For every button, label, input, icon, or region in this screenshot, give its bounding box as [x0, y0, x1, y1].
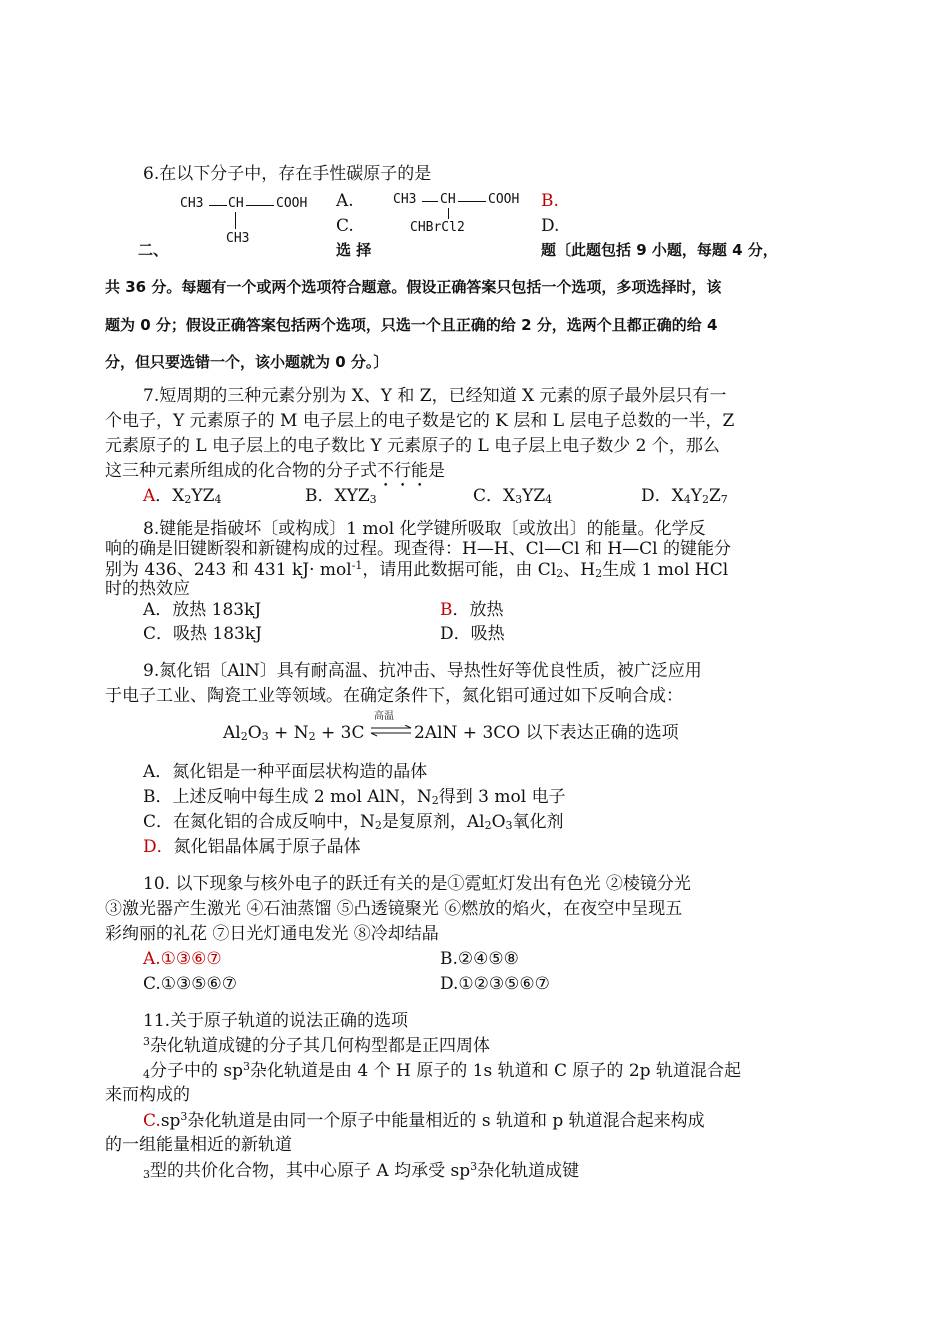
q7-option-c[interactable]: C．$X_3YZ_4$: [473, 486, 553, 506]
q11-line-6-text-a: 型的共价化合物，其中心原子 A 均承受 sp: [150, 1161, 471, 1181]
q9-option-a[interactable]: A．氮化铝是一种平面层状构造的晶体: [143, 762, 428, 782]
q7-emphasis: 不行能: [377, 461, 428, 481]
equilibrium-arrow-icon: [369, 725, 413, 737]
mol2-bond-down: [448, 208, 449, 219]
q10-stem-3: 彩绚丽的礼花 ⑦日光灯通电发光 ⑧冷却结晶: [105, 924, 439, 944]
q11-line-4-sup: 3: [180, 1110, 188, 1123]
q9-option-d-text: 氮化铝晶体属于原子晶体: [173, 837, 361, 857]
q9-option-d-letter: D．: [143, 837, 174, 857]
q11-line-1-pre: 3: [143, 1035, 150, 1048]
q7-option-b[interactable]: B．$XYZ_3$: [305, 486, 377, 506]
q8-stem-3: 别为 436、243 和 431 kJ· mol$^{-1}$，请用此数据可能，由 $Cl_2$、$H_2$生成 1 mol HCl: [105, 559, 729, 580]
mol2-bond-right: [458, 201, 486, 202]
mol2-right: COOH: [488, 192, 520, 207]
q11-line-2-text-a: 分子中的 sp: [150, 1061, 244, 1081]
section2-intro-4: 分，但只要选错一个，该小题就为 0 分。〕: [105, 353, 389, 371]
q7-stem-3: 元素原子的 L 电子层上的电子数比 Y 元素原子的 L 电子层上电子数少 2 个，那么: [105, 436, 720, 456]
q11-stem: 11.关于原子轨道的说法正确的选项: [143, 1011, 409, 1031]
section2-number: 二、: [138, 241, 169, 259]
q10-stem-2: ③激光器产生激光 ④石油蒸馏 ⑤凸透镜聚光 ⑥燃放的焰火，在夜空中呈现五: [105, 899, 683, 919]
q9-option-d[interactable]: [143, 837, 361, 857]
q6-stem: 6.在以下分子中，存在手性碳原子的是: [143, 164, 432, 184]
mol1-center: CH: [228, 196, 244, 211]
q6-option-a[interactable]: A.: [336, 191, 354, 211]
q11-line-2-text-b: 杂化轨道是由 4 个 H 原子的 1s 轨道和 C 原子的 2p 轨道混合起: [250, 1061, 741, 1081]
q11-line-4[interactable]: [143, 1110, 705, 1131]
q11-line-6-sup: 3: [470, 1160, 478, 1173]
q7-option-a-letter: A: [143, 486, 156, 506]
q7-stem-4a: 这三种元素所组成的化合物的分子式: [105, 461, 377, 481]
q11-line-2-pre: 4: [143, 1068, 150, 1081]
q10-stem-1: 10. 以下现象与核外电子的跃迁有关的是①霓虹灯发出有色光 ②棱镜分光: [143, 874, 691, 894]
q9-stem-2: 于电子工业、陶瓷工业等领域。在确定条件下，氮化铝可通过如下反响合成：: [105, 686, 683, 706]
q8-option-b-letter: B: [440, 600, 453, 620]
mol2-center: CH: [440, 192, 456, 207]
section2-title: 选 择: [336, 241, 372, 259]
q9-equation-left: $Al_2O_3 + N_2 + 3C$: [223, 723, 365, 743]
q10-option-b[interactable]: B.②④⑤⑧: [440, 949, 519, 969]
mol1-left: CH3: [180, 196, 204, 211]
q9-option-c[interactable]: C．在氮化铝的合成反响中，$N_2$是复原剂，$Al_2O_3$氧化剂: [143, 812, 564, 832]
mol2-bond-left: [422, 201, 438, 202]
mol2-below: CHBrCl2: [410, 220, 465, 235]
q9-equation-right: 2AlN + 3CO 以下表达正确的选项: [414, 723, 679, 743]
q8-stem-4: 时的热效应: [105, 579, 190, 599]
q8-option-c[interactable]: C．吸热 183kJ: [143, 624, 262, 644]
q11-line-4-text-a: sp: [160, 1111, 181, 1131]
mol1-bond-right: [246, 205, 274, 206]
q8-stem-1: 8.键能是指破坏〔或构成〕1 mol 化学键所吸取〔或放出〕的能量。化学反: [143, 519, 706, 539]
q10-option-d[interactable]: D.①②③⑤⑥⑦: [440, 974, 550, 994]
section2-intro-2: 共 36 分。每题有一个或两个选项符合题意。假设正确答案只包括一个选项，多项选择时，该: [105, 278, 722, 296]
q11-line-1-text: 杂化轨道成键的分子其几何构型都是正四周体: [150, 1036, 490, 1056]
q11-line-6: [143, 1160, 579, 1181]
q11-line-6-pre: 3: [143, 1168, 150, 1181]
q7-stem-2: 个电子，Y 元素原子的 M 电子层上的电子数是它的 K 层和 L 层电子总数的一半，Z: [105, 411, 735, 431]
mol2-left: CH3: [393, 192, 417, 207]
q11-line-3: 来而构成的: [105, 1085, 190, 1105]
q11-line-4-text-b: 杂化轨道是由同一个原子中能量相近的 s 轨道和 p 轨道混合起来构成: [187, 1111, 705, 1131]
q8-option-a[interactable]: A．放热 183kJ: [143, 600, 262, 620]
q6-option-d[interactable]: D.: [541, 216, 560, 236]
q7-option-a-text: ．$X_2YZ_4$: [155, 486, 222, 506]
q10-option-a[interactable]: A.①③⑥⑦: [143, 949, 222, 969]
q11-option-c-letter: C.: [143, 1111, 161, 1131]
q11-line-2-sup: 3: [243, 1060, 251, 1073]
q6-option-b[interactable]: B.: [541, 191, 559, 211]
q9-stem-1: 9.氮化铝〔AlN〕具有耐高温、抗冲击、导热性好等优良性质，被广泛应用: [143, 661, 702, 681]
q7-option-d[interactable]: D．$X_4Y_2Z_7$: [641, 486, 728, 506]
q7-stem-1: 7.短周期的三种元素分别为 X、Y 和 Z，已经知道 X 元素的原子最外层只有一: [143, 386, 727, 406]
mol1-right: COOH: [276, 196, 308, 211]
q10-option-c[interactable]: C.①③⑤⑥⑦: [143, 974, 238, 994]
mol1-bond-left: [209, 205, 227, 206]
section2-intro-3: 题为 0 分；假设正确答案包括两个选项，只选一个且正确的给 2 分，选两个且都正确的给 4: [105, 316, 718, 334]
q9-option-b[interactable]: B．上述反响中每生成 2 mol AlN，$N_2$得到 3 mol 电子: [143, 787, 566, 807]
q11-line-6-text-b: 杂化轨道成键: [477, 1161, 580, 1181]
q7-stem-4c: 是: [428, 461, 445, 481]
q9-equation-condition: 高温: [374, 711, 394, 722]
section2-intro-1: 题〔此题包括 9 小题，每题 4 分，: [541, 241, 778, 259]
mol1-bond-down: [235, 212, 236, 229]
q11-line-5: 的一组能量相近的新轨道: [105, 1135, 292, 1155]
q11-line-2: [143, 1060, 741, 1081]
q7-option-a[interactable]: [143, 486, 221, 506]
q11-line-1: [143, 1035, 490, 1056]
mol1-below: CH3: [226, 231, 250, 246]
q6-option-c[interactable]: C.: [336, 216, 354, 236]
q8-option-b[interactable]: B．放热: [440, 600, 504, 620]
q8-option-d[interactable]: D．吸热: [440, 624, 505, 644]
q8-stem-2: 响的确是旧键断裂和新键构成的过程。现查得：H—H、Cl—Cl 和 H—Cl 的键能分: [105, 539, 732, 559]
